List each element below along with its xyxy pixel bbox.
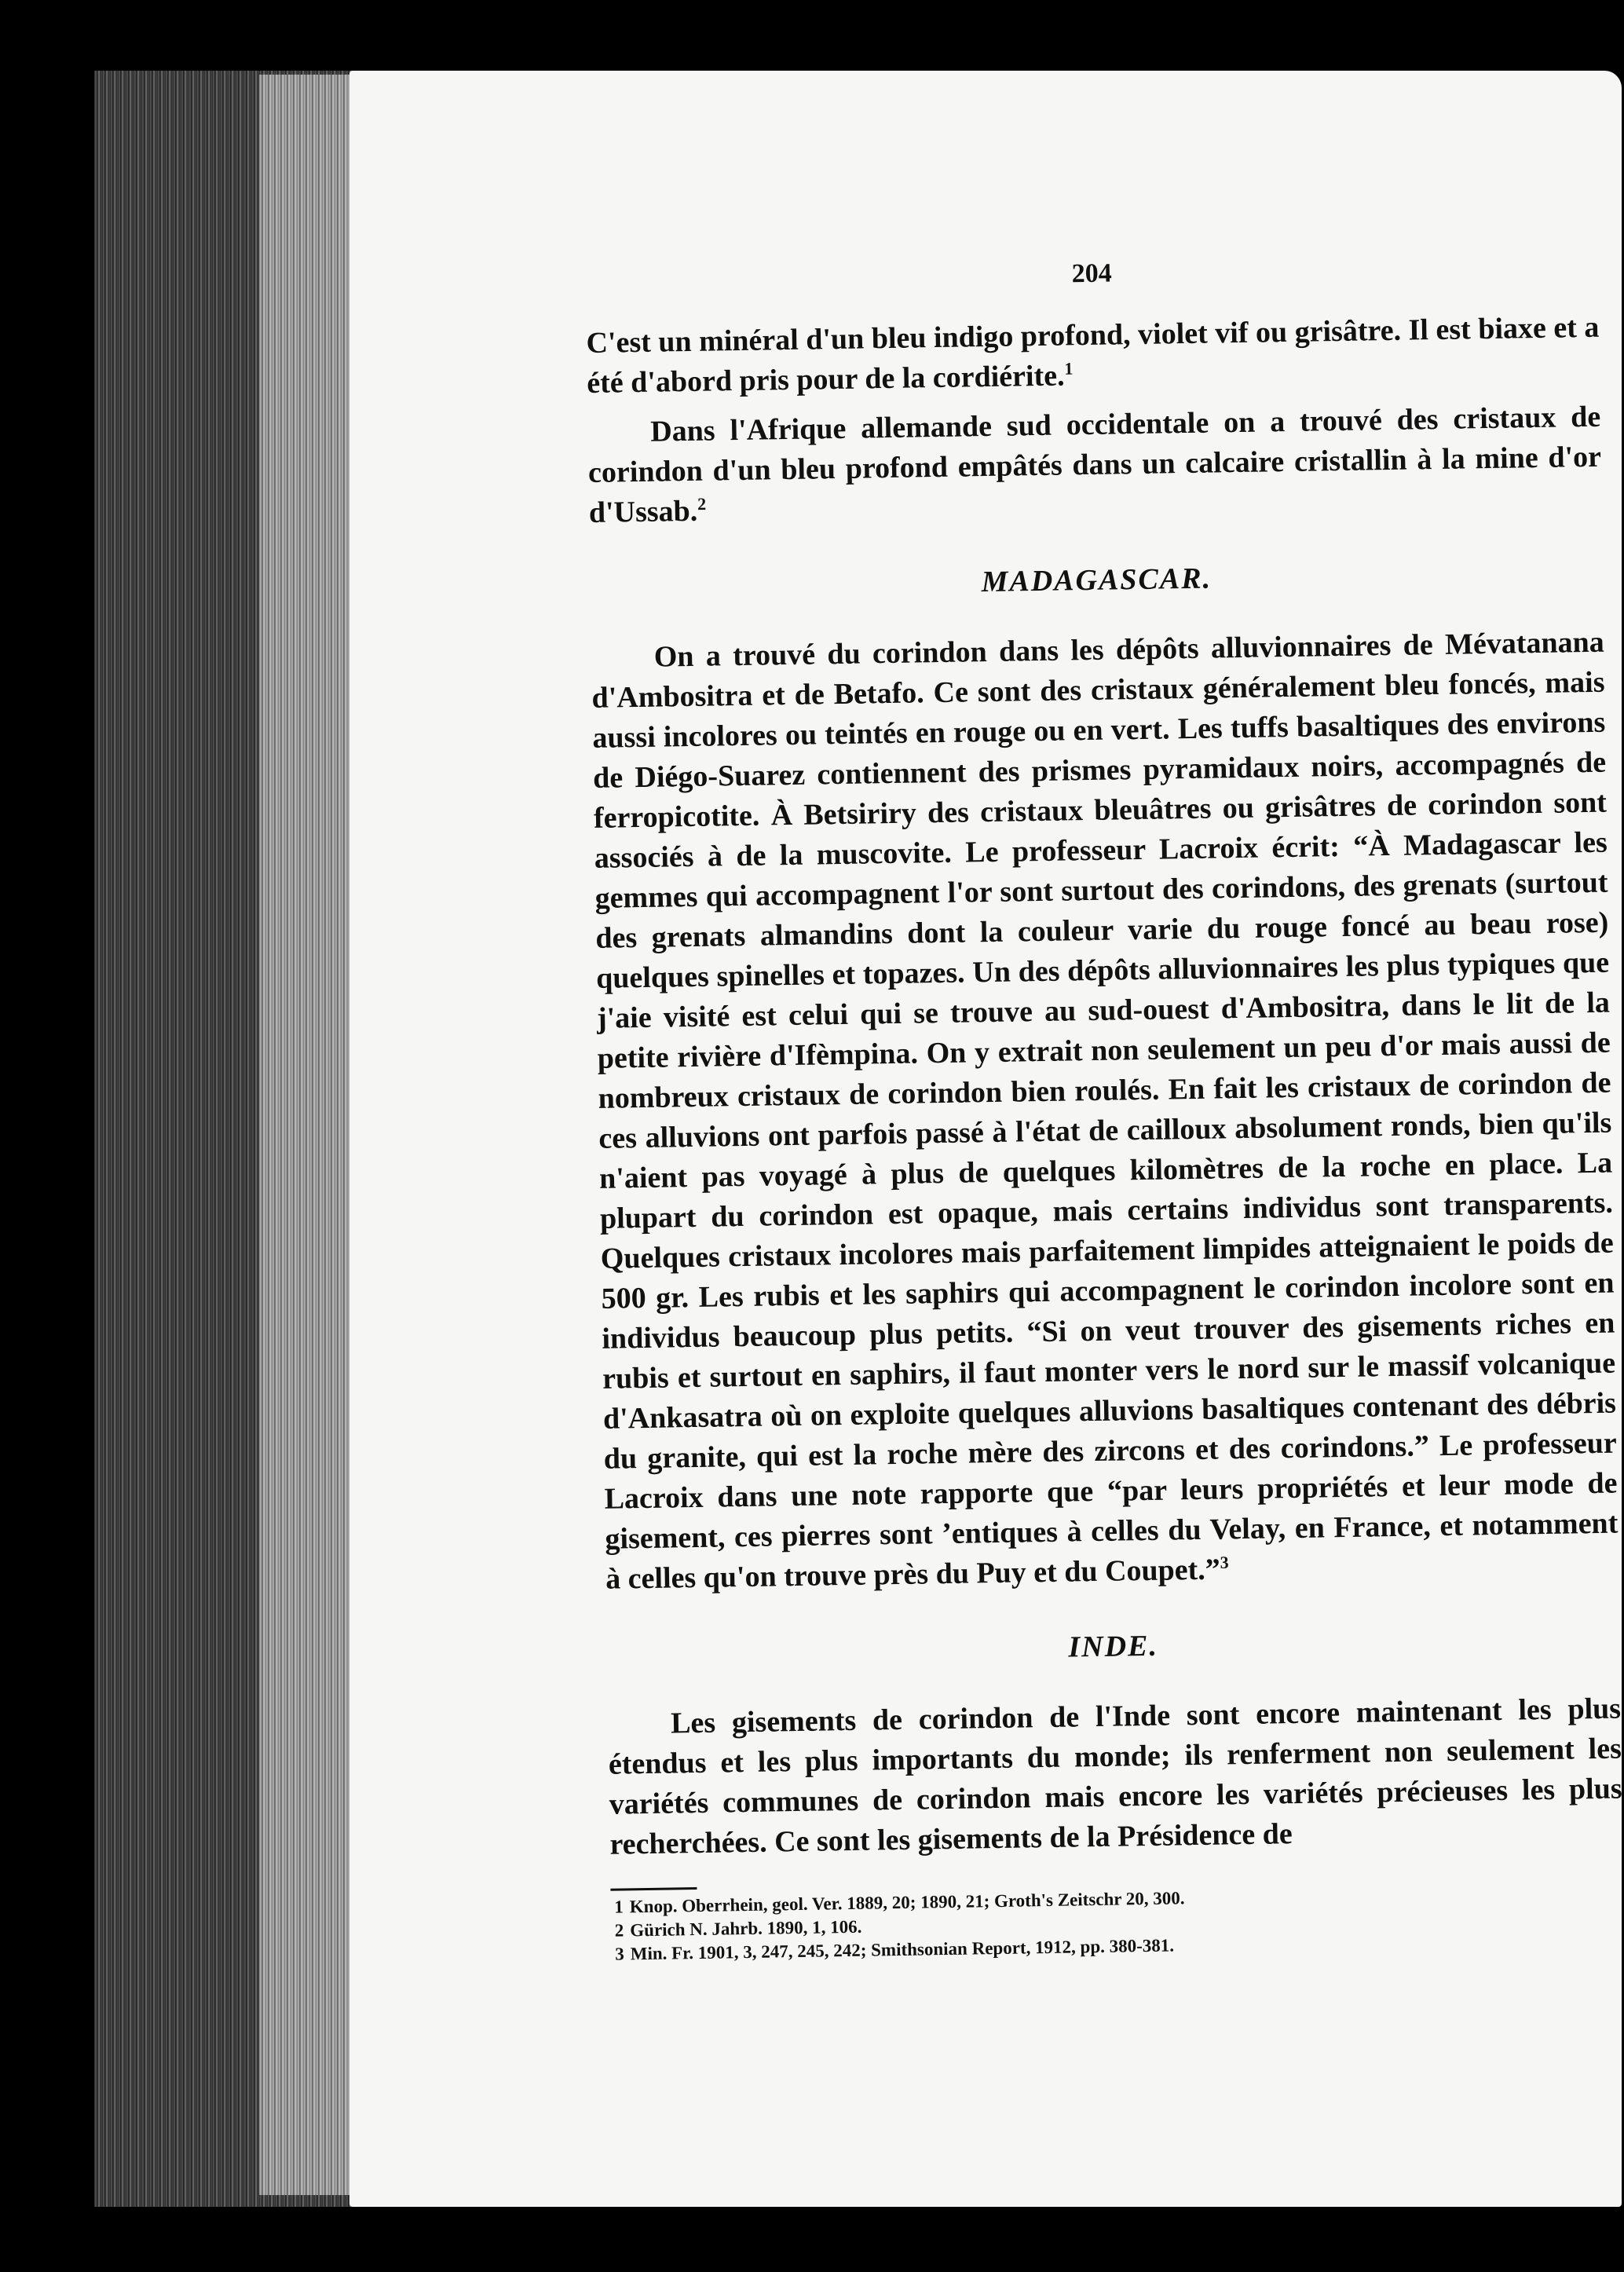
footnote-ref: 2 [697,493,707,514]
paragraph-madagascar: On a trouvé du corindon dans les dépôts alluvionnaires de Mévatanana d'Ambositra et de Betafo. Ce sont des cristaux généralement bleu foncés, mais aussi incolores ou teintés en rouge ou en vert. Les tuffs basaltiques des environs de Diégo-Suarez contiennent des prismes pyramidaux noirs, accompagnés de ferropicotite. À Betsiriry des cristaux bleuâtres ou grisâtres de corindon sont associés à de la muscovite. Le professeur Lacroix écrit: “À Madagascar les gemmes qui accompagnent l'or sont surtout des corindons, des grenats (surtout des grenats almandins dont la couleur varie du rouge foncé au beau rose) quelques spinelles et topazes. Un des dépôts alluvionnaires les plus typiques que j'aie visité est celui qui se trouve au sud-ouest d'Ambositra, dans le lit de la petite rivière d'Ifèmpina. On y extrait non seulement un peu d'or mais aussi de nombreux cristaux de corindon bien roulés. En fait les cristaux de corindon de ces alluvions ont parfois passé à l'état de cailloux absolument ronds, bien qu'ils n'aient pas voyagé à plus de quelques kilomètres de la roche en place. La plupart du corindon est opaque, mais certains individus sont transparents. Quelques cristaux incolores mais parfaitement limpides atteignaient le poids de 500 gr. Les rubis et les saphirs qui accompagnent le corindon incolore sont en individus beaucoup plus petits. “Si on veut trouver des gisements riches en rubis et surtout en saphirs, il faut monter vers le nord sur le massif volcanique d'Ankasatra où on exploite quelques alluvions basaltiques contenant des débris du granite, qui est la roche mère des zircons et des corindons.” Le professeur Lacroix dans une note rapporte que “par leurs propriétés et leur mode de gisement, ces pierres sont ’entiques à celles du Velay, en France, et notamment à celles qu'on trouve près du Puy et du Coupet.”$^3$ [591,625,1619,1596]
footnote-text: Min. Fr. 1901, 3, 247, 245, 242; Smithsonian Report, 1912, pp. 380-381. [630,1935,1175,1964]
book-page [349,71,1622,2207]
footnotes [611,1879,1624,1966]
paragraph-intro-2: Dans l'Afrique allemande sud occidentale on a trouvé des cristaux de corindon d'un bleu profond empâtés dans un calcaire cristallin à la mine d'or d'Ussab.$^2$ [587,400,1602,529]
footnote-text: Knop. Oberrhein, geol. Ver. 1889, 20; 1890, 21; Groth's Zeitschr 20, 300. [629,1888,1185,1917]
footnote-text: Gürich N. Jahrb. 1890, 1, 106. [630,1916,862,1941]
footnote-divider [610,1887,697,1891]
paragraph-inde: Les gisements de corindon de l'Inde sont encore maintenant les plus étendus et les plus importants du monde; ils renferment non seulement les variétés communes de corindon mais encore les variétés précieuses les plus recherchées. Ce sont les gisements de la Présidence de [608,1692,1622,1861]
page-number: 204 [1071,258,1112,289]
footnote-mark: 3 [615,1944,624,1964]
footnote-mark: 2 [614,1920,624,1941]
section-heading-madagascar: MADAGASCAR. [981,562,1213,599]
footnote-mark: 1 [614,1897,624,1917]
footnote-ref: 1 [1064,358,1074,379]
footnote-ref: 3 [1220,1552,1229,1572]
section-heading-inde: INDE. [1068,1629,1159,1664]
book-page-edges-light [259,75,361,2195]
paragraph-intro-1: C'est un minéral d'un bleu indigo profond, violet vif ou grisâtre. Il est biaxe et a été d'abord pris pour de la cordiérite.$^1$ [586,310,1600,400]
page-content [585,251,1624,1967]
